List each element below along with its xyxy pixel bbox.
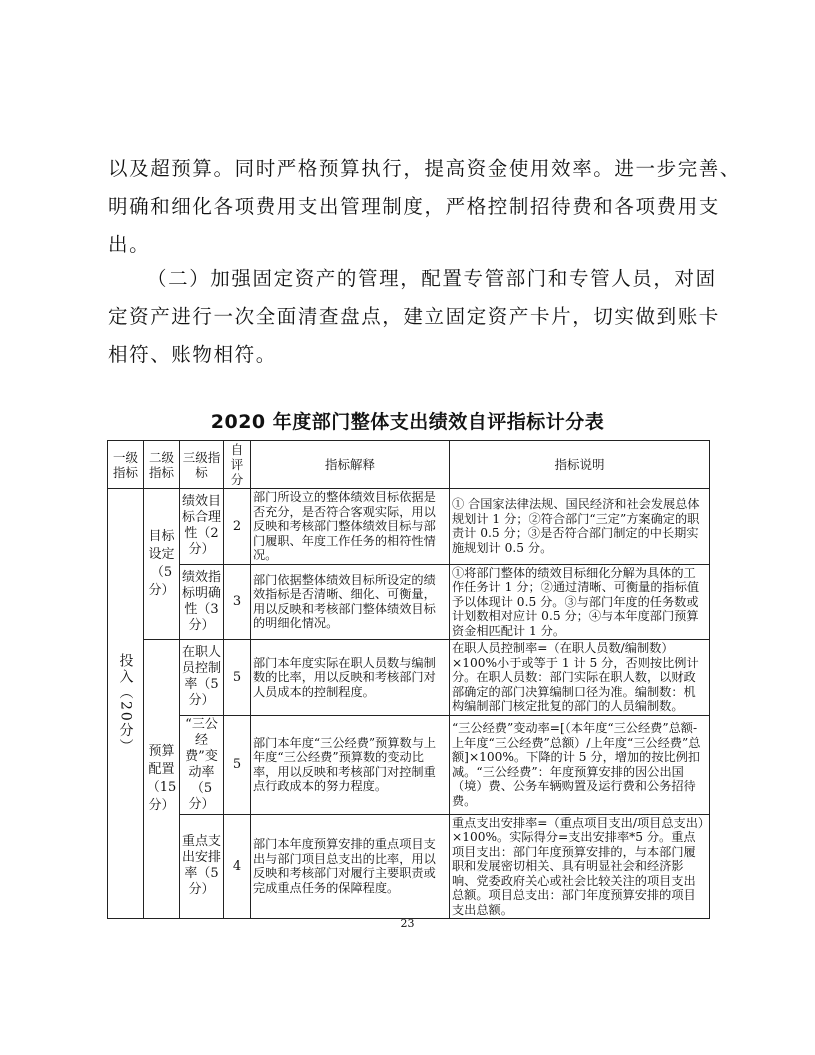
level2-cell: 预算配置（15分） (144, 640, 180, 919)
level2-cell: 目标设定（5分） (144, 489, 180, 640)
paragraph-2 (108, 260, 720, 374)
table-row (108, 640, 710, 716)
text-line: 以及超预算。同时严格预算执行，提高资金使用效率。进一步完善、 (108, 157, 742, 180)
score-cell: 4 (224, 814, 251, 919)
description-cell: ①将部门整体的绩效目标细化分解为具体的工作任务计 1 分；②通过清晰、可衡量的指标值予以体现计 0.5 分。③与部门年度的任务数或计划数相对应计 0.5 分；④与本年度部门预算资金相匹配计 1 分。 (450, 564, 710, 640)
table-header-row (108, 441, 710, 489)
level3-cell: 绩效目标合理性（2分） (180, 489, 224, 565)
level3-cell: 绩效指标明确性（3分） (180, 564, 224, 640)
paragraph-1 (108, 150, 742, 264)
level3-cell: 重点支出安排率（5分） (180, 814, 224, 919)
explanation-cell: 部门依据整体绩效目标所设定的绩效指标是否清晰、细化、可衡量，用以反映和考核部门整体绩效目标的明细化情况。 (251, 564, 450, 640)
explanation-cell: 部门所设立的整体绩效目标依据是否充分，是否符合客观实际，用以反映和考核部门整体绩效目标与部门履职、年度工作任务的相符性情况。 (251, 489, 450, 565)
page-number: 23 (400, 917, 415, 930)
score-cell: 5 (224, 715, 251, 814)
table-row (108, 489, 710, 565)
level3-cell: “三公经费”变动率（5分） (180, 715, 224, 814)
header-description: 指标说明 (450, 441, 710, 489)
text-line: 定资产进行一次全面清查盘点，建立固定资产卡片，切实做到账卡 (108, 305, 720, 328)
header-explanation: 指标解释 (251, 441, 450, 489)
score-cell: 3 (224, 564, 251, 640)
table-row (108, 564, 710, 640)
text-line: 出。 (108, 233, 151, 256)
text-line: 相符、账物相符。 (108, 343, 277, 366)
score-table (107, 440, 710, 919)
description-cell: “三公经费”变动率=[（本年度“三公经费”总额-上年度“三公经费”总额）/上年度“三公经费”总额]×100%。下降的计 5 分，增加的按比例扣减。“三公经费”：年度预算安排的因公出国（境）费、公务车辆购置及运行费和公务招待费。 (450, 715, 710, 814)
description-cell: 重点支出安排率=（重点项目支出/项目总支出）×100%。实际得分=支出安排率*5 分。重点项目支出：部门年度预算安排的，与本部门履职和发展密切相关、具有明显社会和经济影响、党委政府关心或社会比较关注的项目支出总额。项目总支出：部门年度预算安排的项目支出总额。 (450, 814, 710, 919)
level1-label: 投入（20分） (117, 652, 134, 755)
text-line: 明确和细化各项费用支出管理制度，严格控制招待费和各项费用支 (108, 195, 720, 218)
table-row (108, 715, 710, 814)
explanation-cell: 部门本年度“三公经费”预算数与上年度“三公经费”预算数的变动比率，用以反映和考核部门对控制重点行政成本的努力程度。 (251, 715, 450, 814)
description-cell: ① 合国家法律法规、国民经济和社会发展总体规划计 1 分；②符合部门“三定”方案确定的职责计 0.5 分；③是否符合部门制定的中长期实施规划计 0.5 分。 (450, 489, 710, 565)
description-cell: 在职人员控制率=（在职人员数/编制数）×100%小于或等于 1 计 5 分，否则按比例计分。在职人员数：部门实际在职人数，以财政部确定的部门决算编制口径为准。编制数：机构编制部门核定批复的部门的人员编制数。 (450, 640, 710, 716)
table-title: 2020 年度部门整体支出绩效自评指标计分表 (210, 411, 605, 433)
explanation-cell: 部门本年度实际在职人员数与编制数的比率，用以反映和考核部门对人员成本的控制程度。 (251, 640, 450, 716)
header-level2: 二级指标 (144, 441, 180, 489)
text-line: （二）加强固定资产的管理，配置专管部门和专管人员，对固 (147, 267, 717, 290)
header-score: 自评分 (224, 441, 251, 489)
level3-cell: 在职人员控制率（5分） (180, 640, 224, 716)
score-cell: 5 (224, 640, 251, 716)
level1-cell (108, 489, 144, 919)
table-row (108, 814, 710, 919)
header-level1: 一级指标 (108, 441, 144, 489)
header-level3: 三级指标 (180, 441, 224, 489)
explanation-cell: 部门本年度预算安排的重点项目支出与部门项目总支出的比率，用以反映和考核部门对履行主要职责或完成重点任务的保障程度。 (251, 814, 450, 919)
score-cell: 2 (224, 489, 251, 565)
